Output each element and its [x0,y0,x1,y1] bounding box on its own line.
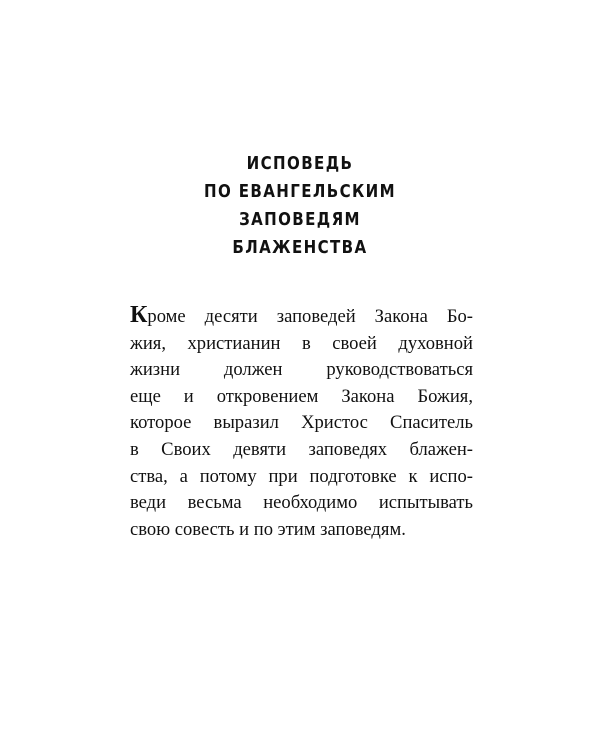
body-line-4: еще и откровением Закона Божия, [130,385,473,407]
body-line-7: ства, а потому при подготовке к испо- [130,465,473,487]
body-line-1-text: роме десяти заповедей Закона Бо- [147,306,473,327]
body-line-2: жия, христианин в своей духовной [130,332,473,354]
body-line-3: жизни должен руководствоваться [130,359,473,381]
initial-letter: К [130,302,148,328]
body-paragraph [130,303,473,543]
body-line-1 [130,303,473,331]
body-line-5: которое выразил Христос Спаситель [130,412,473,434]
chapter-heading [0,150,600,262]
body-line-8: веди весьма необходимо испытывать [130,492,473,514]
heading-line-3: ЗАПОВЕДЯМ [239,210,361,230]
heading-line-4: БЛАЖЕНСТВА [232,238,368,258]
heading-line-1: ИСПОВЕДЬ [246,154,354,174]
body-line-6: в Своих девяти заповедях блажен- [130,438,473,460]
heading-line-2: ПО ЕВАНГЕЛЬСКИМ [203,182,397,202]
body-line-9: свою совесть и по этим заповедям. [130,518,406,540]
